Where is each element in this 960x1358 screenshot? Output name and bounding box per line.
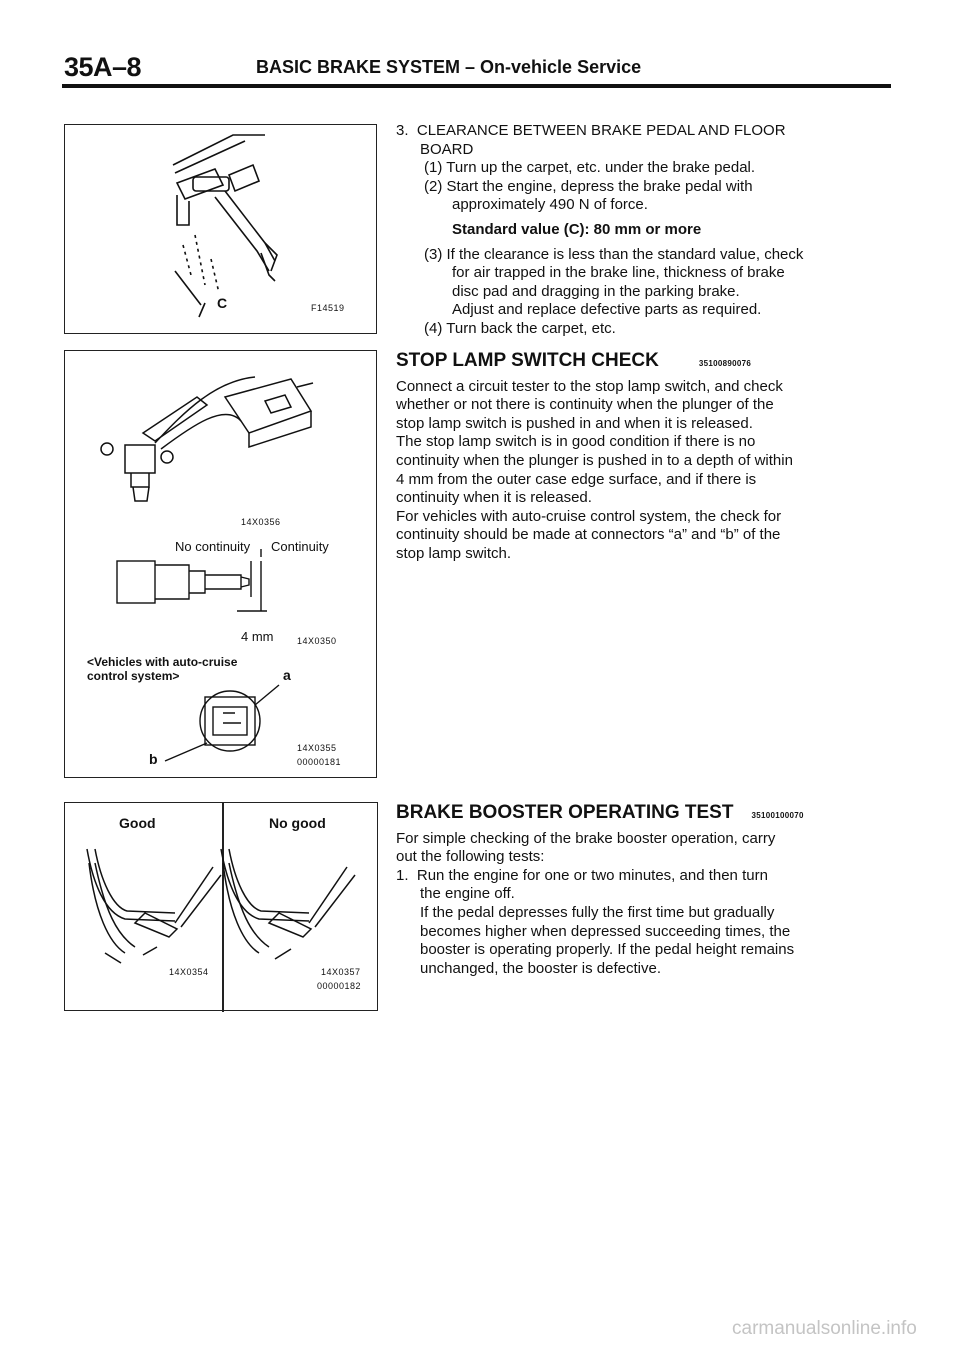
- label-b: b: [149, 751, 158, 767]
- step-text: If the clearance is less than the standard value, check: [446, 245, 804, 263]
- booster-figure: [64, 802, 378, 1011]
- stop-lamp-body: [396, 378, 896, 564]
- code-bottom: 14X0355: [297, 743, 337, 753]
- body-line: continuity when the plunger is pushed in to a depth of within: [396, 451, 793, 469]
- step-text: Start the engine, depress the brake pedal with: [446, 177, 753, 195]
- step-number: (3): [424, 245, 443, 263]
- step-text: approximately 490 N of force.: [452, 196, 648, 214]
- booster-body: [396, 830, 896, 979]
- standard-value: Standard value (C): 80 mm or more: [452, 220, 702, 238]
- no-good-label: No good: [269, 815, 326, 831]
- code-left: 14X0354: [169, 967, 209, 977]
- booster-heading: [396, 804, 896, 826]
- depth-label: 4 mm: [241, 629, 274, 644]
- label-a: a: [283, 667, 291, 683]
- section-title: STOP LAMP SWITCH CHECK: [396, 350, 659, 371]
- body-line: out the following tests:: [396, 848, 545, 866]
- step-number: (2): [424, 177, 443, 195]
- code-bottom2: 00000181: [297, 757, 342, 767]
- code-mid: 14X0350: [297, 636, 337, 646]
- body-line: unchanged, the booster is defective.: [420, 959, 661, 977]
- item-number: 1.: [396, 866, 409, 884]
- body-line: If the pedal depresses fully the first time but gradually: [420, 903, 775, 921]
- autocruise-line2: control system>: [87, 669, 180, 683]
- section-id: 35100890076: [698, 359, 752, 368]
- body-line: The stop lamp switch is in good condition if there is no: [396, 433, 756, 451]
- code-top: 14X0356: [241, 517, 281, 527]
- step-number: (4): [424, 319, 443, 337]
- figure-code: F14519: [311, 303, 345, 313]
- good-label: Good: [119, 815, 156, 831]
- stop-lamp-illustration: [65, 351, 378, 779]
- step-number: (1): [424, 159, 443, 177]
- code-right: 14X0357: [321, 967, 361, 977]
- section-title: BRAKE BOOSTER OPERATING TEST: [396, 802, 734, 823]
- clearance-section: [396, 122, 896, 339]
- step-4: [396, 320, 896, 339]
- step-text: Adjust and replace defective parts as required.: [452, 301, 762, 319]
- page-number: 35A–8: [64, 52, 142, 82]
- body-line: 4 mm from the outer case edge surface, and if there is: [396, 470, 757, 488]
- step-2: [396, 178, 896, 215]
- test-item-1: [396, 867, 896, 904]
- body-line: stop lamp switch.: [396, 544, 512, 562]
- body-line: continuity when it is released.: [396, 489, 592, 507]
- page-title: BASIC BRAKE SYSTEM – On-vehicle Service: [256, 57, 642, 77]
- heading-line1: CLEARANCE BETWEEN BRAKE PEDAL AND FLOOR: [416, 122, 786, 139]
- continuity-label: Continuity: [271, 539, 329, 554]
- footer-watermark: carmanualsonline.info: [732, 1318, 917, 1339]
- stop-lamp-figure: [64, 350, 377, 778]
- heading-line2: BOARD: [420, 140, 474, 158]
- booster-section: [396, 798, 896, 978]
- step-text: disc pad and dragging in the parking brake.: [452, 282, 740, 300]
- step-1: [396, 159, 896, 178]
- autocruise-line1: <Vehicles with auto-cruise: [87, 655, 238, 669]
- stop-lamp-heading: [396, 352, 896, 374]
- step-3: [396, 246, 896, 320]
- body-line: whether or not there is continuity when the plunger of the: [396, 396, 774, 414]
- body-line: For vehicles with auto-cruise control system, the check for: [396, 507, 782, 525]
- header-rule: [62, 84, 891, 88]
- code-right2: 00000182: [317, 981, 362, 991]
- item-text: the engine off.: [420, 885, 515, 903]
- body-line: continuity should be made at connectors “a” and “b” of the: [396, 526, 781, 544]
- section-id: 35100100070: [751, 811, 804, 820]
- body-line: booster is operating properly. If the pedal height remains: [420, 941, 795, 959]
- step-text: Turn back the carpet, etc.: [446, 319, 616, 337]
- body-line: Connect a circuit tester to the stop lamp switch, and check: [396, 377, 783, 395]
- body-line: stop lamp switch is pushed in and when it is released.: [396, 414, 753, 432]
- no-continuity-label: No continuity: [175, 539, 251, 554]
- item-text: Run the engine for one or two minutes, and then turn: [416, 866, 768, 884]
- pedal-clearance-figure: [64, 124, 377, 334]
- label-c: C: [217, 295, 228, 311]
- clearance-heading: [396, 122, 896, 159]
- body-line: For simple checking of the brake booster operation, carry: [396, 829, 776, 847]
- step-text: for air trapped in the brake line, thickness of brake: [452, 264, 785, 282]
- stop-lamp-section: [396, 346, 896, 564]
- heading-number: 3.: [396, 122, 409, 139]
- step-text: Turn up the carpet, etc. under the brake pedal.: [446, 159, 756, 177]
- body-line: becomes higher when depressed succeeding times, the: [420, 922, 791, 940]
